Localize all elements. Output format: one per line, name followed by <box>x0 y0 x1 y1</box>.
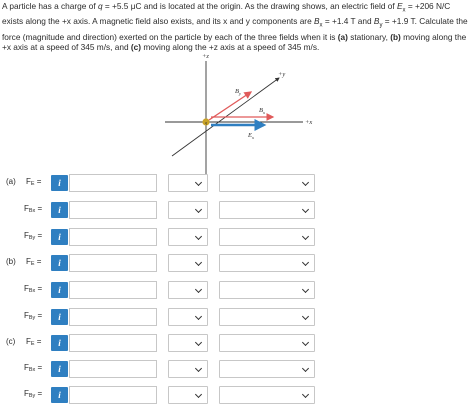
x-axis-label: +x <box>305 119 313 126</box>
force-subscript: By <box>28 235 36 241</box>
force-label <box>24 231 42 241</box>
force-symbol: F <box>24 284 29 293</box>
force-subscript: E <box>30 341 35 347</box>
units-dropdown[interactable] <box>168 201 208 219</box>
answer-row <box>0 386 474 404</box>
direction-dropdown[interactable] <box>219 174 315 192</box>
force-symbol: F <box>24 389 29 398</box>
direction-dropdown[interactable] <box>219 308 315 326</box>
force-label <box>24 311 42 321</box>
chevron-down-icon <box>302 259 309 266</box>
bx-subscript: x <box>319 22 323 29</box>
answer-row <box>0 360 474 378</box>
magnitude-input[interactable] <box>69 360 157 378</box>
equals-sign: = <box>35 363 43 372</box>
force-label <box>24 204 42 214</box>
chevron-down-icon <box>195 365 202 372</box>
force-symbol: F <box>26 257 31 266</box>
equals-sign: = <box>35 389 43 398</box>
problem-text: moving along the +x axis at a speed of 345 m/s, and <box>2 31 467 53</box>
chevron-down-icon <box>195 339 202 346</box>
problem-text: A particle has a charge of <box>2 1 98 11</box>
charge-label: q <box>205 120 207 125</box>
direction-dropdown[interactable] <box>219 281 315 299</box>
bx-label: $B_x$ <box>259 107 265 115</box>
magnitude-input[interactable] <box>69 254 157 272</box>
equals-sign: = <box>35 204 43 213</box>
answer-row <box>0 308 474 326</box>
part-c-tag: (c) <box>130 42 142 53</box>
force-symbol: F <box>26 337 31 346</box>
force-label <box>26 177 41 187</box>
chevron-down-icon <box>302 365 309 372</box>
chevron-down-icon <box>302 339 309 346</box>
efield-subscript: x <box>402 7 406 14</box>
magnitude-input[interactable] <box>69 174 157 192</box>
z-axis-label: +z <box>202 53 209 60</box>
chevron-down-icon <box>195 286 202 293</box>
problem-text: = +1.4 T and <box>322 16 374 27</box>
units-dropdown[interactable] <box>168 228 208 246</box>
info-icon[interactable]: i <box>51 309 68 325</box>
answer-row <box>0 228 474 246</box>
force-subscript: E <box>30 181 35 187</box>
force-label <box>26 337 41 347</box>
y-axis-label: +y <box>278 71 286 78</box>
field-diagram <box>165 52 325 177</box>
field-diagram-svg <box>165 52 325 177</box>
force-subscript: E <box>30 261 35 267</box>
force-symbol: F <box>24 231 29 240</box>
part-label: (c) <box>6 337 16 346</box>
problem-text: = +206 N/C exists along the +x axis. A magnetic field also exists, and its x and y components are <box>2 1 451 27</box>
direction-dropdown[interactable] <box>219 254 315 272</box>
chevron-down-icon <box>302 179 309 186</box>
chevron-down-icon <box>302 313 309 320</box>
info-icon[interactable]: i <box>51 387 68 403</box>
force-label <box>24 363 42 373</box>
units-dropdown[interactable] <box>168 360 208 378</box>
equals-sign: = <box>35 231 43 240</box>
info-icon[interactable]: i <box>51 282 68 298</box>
info-icon[interactable]: i <box>51 229 68 245</box>
chevron-down-icon <box>195 179 202 186</box>
units-dropdown[interactable] <box>168 334 208 352</box>
equals-sign: = <box>35 311 43 320</box>
equals-sign: = <box>35 284 43 293</box>
chevron-down-icon <box>195 313 202 320</box>
info-icon[interactable]: i <box>51 335 68 351</box>
magnitude-input[interactable] <box>69 281 157 299</box>
answer-row <box>0 281 474 299</box>
force-label <box>24 389 42 399</box>
part-b-tag: (b) <box>390 31 401 42</box>
info-icon[interactable]: i <box>51 255 68 271</box>
direction-dropdown[interactable] <box>219 334 315 352</box>
units-dropdown[interactable] <box>168 281 208 299</box>
units-dropdown[interactable] <box>168 254 208 272</box>
force-label <box>24 284 42 294</box>
by-symbol: B <box>373 16 380 27</box>
force-subscript: By <box>28 315 36 321</box>
answer-row <box>0 254 474 272</box>
force-symbol: F <box>24 363 29 372</box>
equals-sign: = <box>34 177 42 186</box>
direction-dropdown[interactable] <box>219 201 315 219</box>
direction-dropdown[interactable] <box>219 360 315 378</box>
by-vector <box>209 92 251 120</box>
bx-symbol: B <box>314 16 320 27</box>
force-symbol: F <box>24 311 29 320</box>
info-icon[interactable]: i <box>51 361 68 377</box>
magnitude-input[interactable] <box>69 201 157 219</box>
ex-label: $E_x$ <box>248 132 254 140</box>
equals-sign: = <box>34 337 42 346</box>
magnitude-input[interactable] <box>69 334 157 352</box>
chevron-down-icon <box>195 206 202 213</box>
problem-text: stationary, <box>347 31 391 42</box>
equals-sign: = <box>34 257 42 266</box>
by-label: $B_y$ <box>235 88 241 96</box>
magnitude-input[interactable] <box>69 386 157 404</box>
charge-symbol: q <box>97 1 103 11</box>
units-dropdown[interactable] <box>168 386 208 404</box>
force-label <box>26 257 41 267</box>
efield-symbol: E <box>396 1 403 11</box>
force-subscript: Bx <box>28 288 36 294</box>
units-dropdown[interactable] <box>168 174 208 192</box>
chevron-down-icon <box>302 206 309 213</box>
force-symbol: F <box>26 177 31 186</box>
chevron-down-icon <box>302 286 309 293</box>
force-subscript: Bx <box>28 208 36 214</box>
info-icon[interactable]: i <box>51 202 68 218</box>
info-icon[interactable]: i <box>51 175 68 191</box>
answer-row <box>0 334 474 352</box>
by-subscript: y <box>379 22 383 29</box>
force-subscript: By <box>28 393 36 399</box>
force-symbol: F <box>24 204 29 213</box>
answer-row <box>0 201 474 219</box>
part-a-tag: (a) <box>337 31 348 42</box>
problem-text: moving along the +z axis at a speed of 345 m/s. <box>141 42 320 53</box>
chevron-down-icon <box>302 391 309 398</box>
problem-statement <box>2 1 472 53</box>
part-label: (b) <box>6 257 16 266</box>
units-dropdown[interactable] <box>168 308 208 326</box>
magnitude-input[interactable] <box>69 308 157 326</box>
force-subscript: Bx <box>28 367 36 373</box>
chevron-down-icon <box>195 233 202 240</box>
magnitude-input[interactable] <box>69 228 157 246</box>
problem-text: = +5.5 μC and is located at the origin. As the drawing shows, an electric field of <box>102 1 397 11</box>
answer-row <box>0 174 474 192</box>
chevron-down-icon <box>302 233 309 240</box>
direction-dropdown[interactable] <box>219 386 315 404</box>
chevron-down-icon <box>195 391 202 398</box>
direction-dropdown[interactable] <box>219 228 315 246</box>
chevron-down-icon <box>195 259 202 266</box>
problem-text: = +1.9 T. Calculate the force (magnitude and direction) exerted on the particle by each of the three fields when it is <box>2 16 468 42</box>
part-label: (a) <box>6 177 16 186</box>
